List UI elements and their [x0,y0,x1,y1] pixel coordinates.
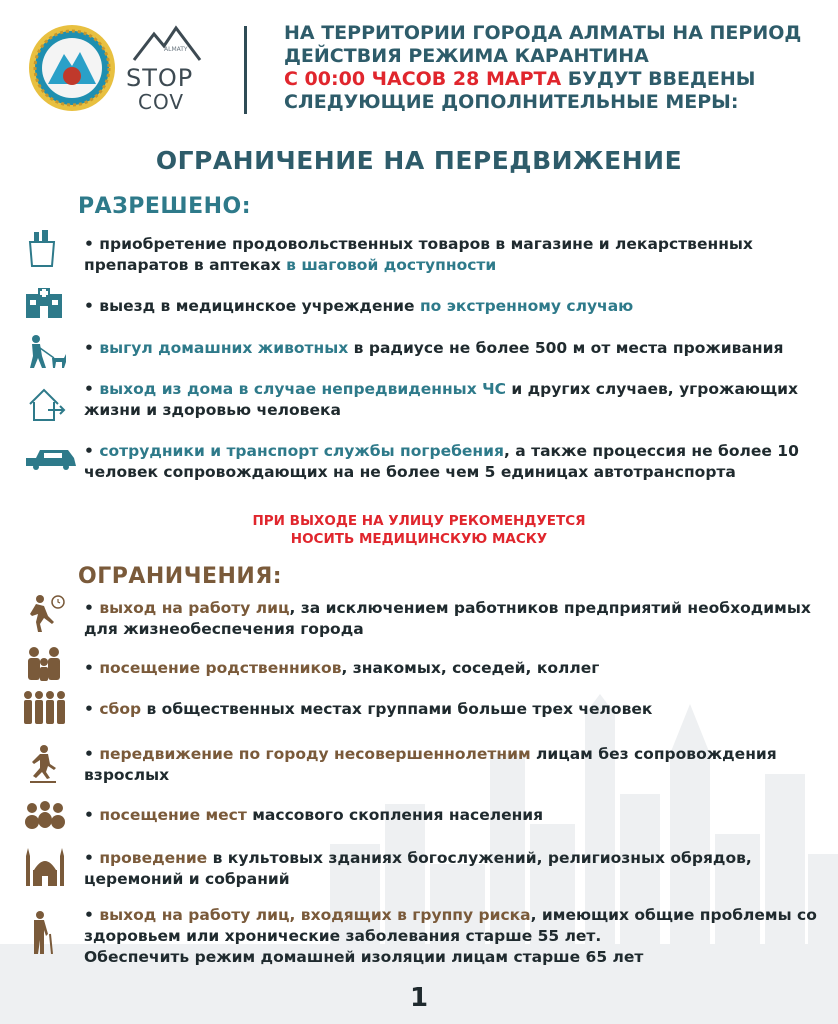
item-text: • [84,700,100,718]
stopcov-logo [124,24,210,114]
item-text: • [84,339,100,357]
item-highlight: по экстренному случаю [419,297,634,315]
header-line-3-rest: БУДУТ ВВЕДЕНЫ [561,68,756,90]
restriction-item-mass-places [84,805,824,826]
item-highlight: выход из дома в случае непредвиденных ЧС [99,380,506,398]
header-line-1: НА ТЕРРИТОРИИ ГОРОДА АЛМАТЫ НА ПЕРИОД [284,22,802,44]
allowed-item-groceries [84,234,824,276]
item-text-rest: в радиусе не более 500 м от места проживания [348,339,784,357]
header-line-2: ДЕЙСТВИЯ РЕЖИМА КАРАНТИНА [284,45,649,67]
item-text: • [84,849,100,867]
mountain-icon [124,24,210,64]
item-text-rest: , знакомых, соседей, коллег [341,659,600,677]
restriction-item-work [84,598,824,640]
item-text: • [84,806,100,824]
restriction-item-gatherings [84,699,824,720]
header-line-3 [284,68,824,91]
mask-line-1: ПРИ ВЫХОДЕ НА УЛИЦУ РЕКОМЕНДУЕТСЯ [252,513,586,529]
item-text: • выезд в медицинское учреждение [84,297,420,315]
item-highlight: выход на работу лиц [99,599,290,617]
item-text: • приобретение продовольственных товаров в магазине и лекарственных препаратов в аптеках [84,235,753,274]
item-text-rest: в культовых зданиях богослужений, религиозных обрядов, церемоний и собраний [84,849,752,888]
restrictions-heading: ОГРАНИЧЕНИЯ: [78,564,283,589]
item-text: • [84,442,100,460]
item-highlight: проведение [99,849,208,867]
restriction-item-visits [84,658,824,679]
item-text-rest: , а также процессия не более 10 человек сопровождающих на не более чем 5 единицах автотранспорта [84,442,799,481]
item-highlight: посещение мест [99,806,247,824]
item-text: • [84,380,100,398]
item-text-rest: , имеющих общие проблемы со здоровьем или хронические заболевания старше 55 лет. [84,906,817,945]
header-date-highlight: С 00:00 ЧАСОВ 28 МАРТА [284,68,562,90]
dog-walking-icon [24,334,68,370]
hospital-icon [24,286,64,318]
family-icon [24,646,66,682]
item-text: • [84,659,100,677]
allowed-item-pets [84,338,824,359]
almaty-seal-logo [28,24,116,112]
crowd-icon [24,800,66,830]
item-text: • [84,906,100,924]
item-text-rest: , за исключением работников предприятий необходимых для жизнеобеспечения города [84,599,811,638]
item-text-rest: и других случаев, угрожающих жизни и здоровью человека [84,380,798,419]
item-highlight: выгул домашних животных [99,339,349,357]
restriction-item-religious [84,848,824,890]
item-highlight: сотрудники и транспорт службы погребения [99,442,504,460]
header [0,0,838,120]
shopping-bag-icon [22,228,62,268]
item-text: • [84,599,100,617]
mosque-icon [24,848,66,886]
page-number: 1 [409,983,429,1013]
item-text-rest: в общественных местах группами больше трех человек [141,700,653,718]
item-text-rest: лицам без сопровождения взрослых [84,745,777,784]
hearse-icon [24,448,78,470]
restriction-item-minors [84,744,824,786]
allowed-item-funeral [84,441,804,483]
mask-line-2: НОСИТЬ МЕДИЦИНСКУЮ МАСКУ [290,531,548,547]
item-highlight: в шаговой доступности [286,256,497,274]
item-highlight: сбор [99,700,142,718]
item-text-rest: массового скопления населения [246,806,544,824]
header-announcement [284,22,824,114]
house-exit-icon [26,384,68,424]
item-text: • [84,745,100,763]
logo-stop-text: STOP [126,64,194,92]
restriction-item-risk-group [84,905,824,968]
logo-cov-text: COV [138,90,185,114]
mask-recommendation [0,512,838,548]
item-isolation-note: Обеспечить режим домашней изоляции лицам старше 65 лет [84,948,644,966]
header-divider [244,26,247,114]
page-title: ОГРАНИЧЕНИЕ НА ПЕРЕДВИЖЕНИЕ [155,146,683,175]
allowed-item-medical [84,296,824,317]
item-highlight: передвижение по городу несовершеннолетним [99,745,531,763]
running-late-icon [26,594,66,632]
group-icon [22,690,66,726]
skateboard-kid-icon [26,744,60,786]
logo-small-text: ALMATY [164,46,188,53]
allowed-heading: РАЗРЕШЕНО: [78,194,252,219]
elderly-person-icon [26,910,60,954]
allowed-item-emergency [84,379,824,421]
header-line-4: СЛЕДУЮЩИЕ ДОПОЛНИТЕЛЬНЫЕ МЕРЫ: [284,91,739,113]
item-highlight: посещение родственников [99,659,342,677]
item-highlight: выход на работу лиц, входящих в группу риска [99,906,531,924]
